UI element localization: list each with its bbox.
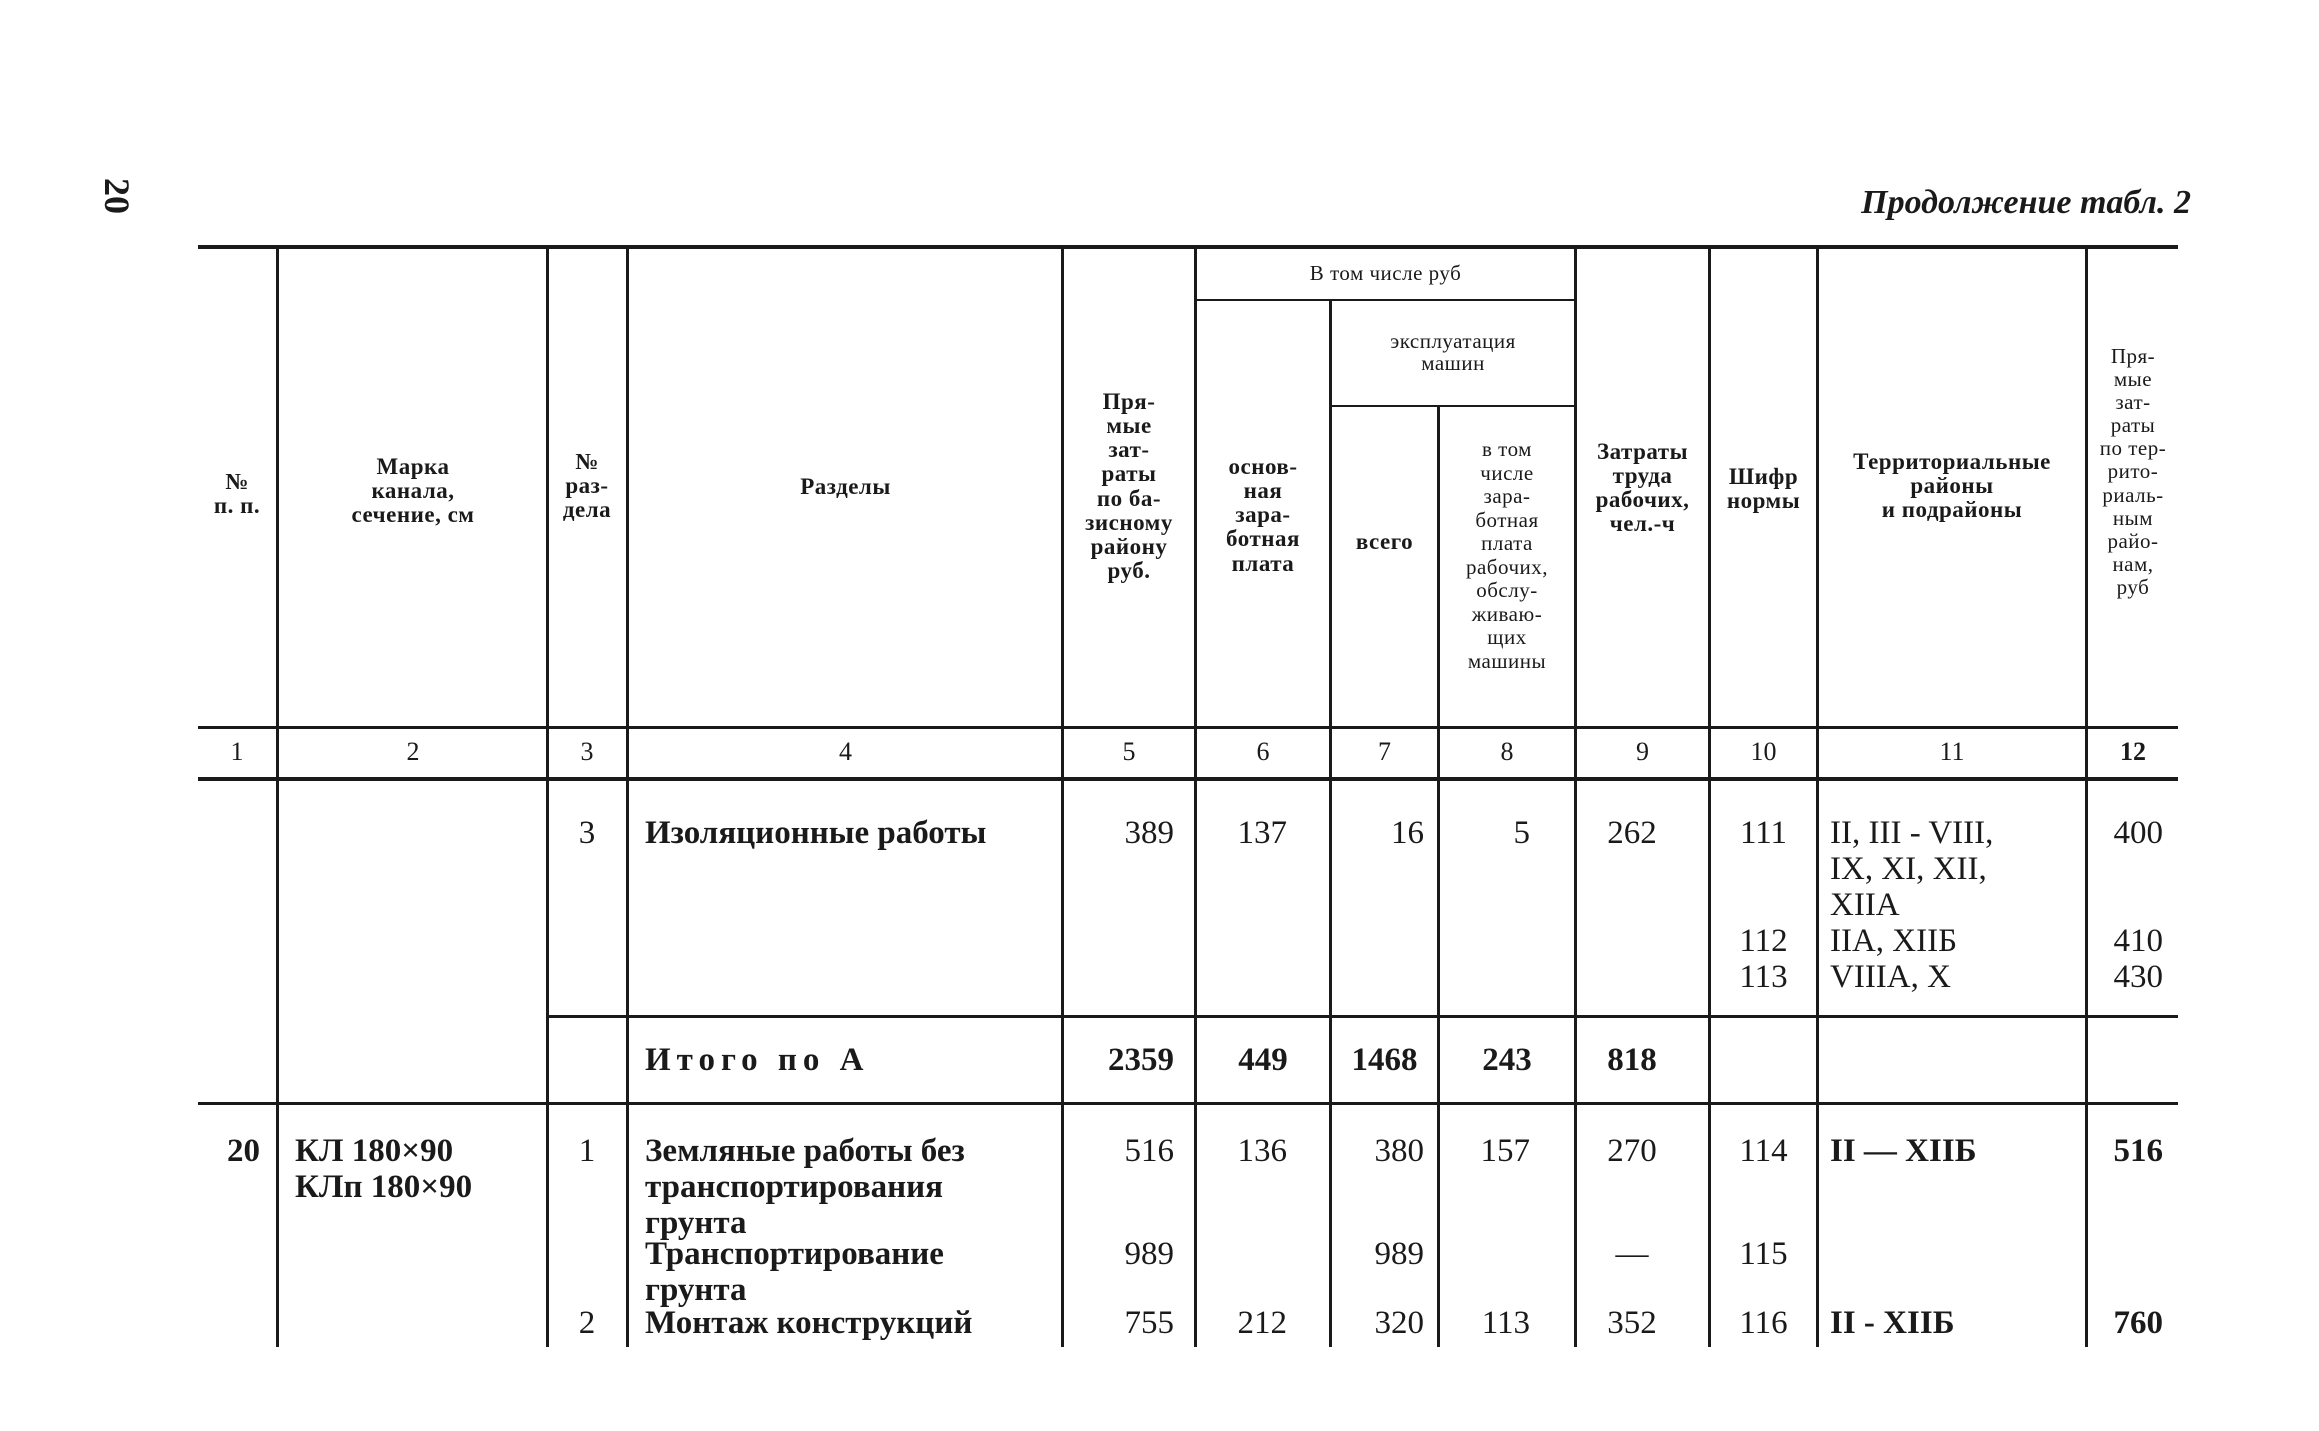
row4-machine-wage: 113 [1481,1305,1530,1341]
row3-direct-costs: 989 [1124,1236,1174,1272]
column-number-6: 6 [1256,737,1270,766]
row2-machine-total: 380 [1374,1133,1424,1169]
table-top-rule [198,245,2178,249]
column-number-7: 7 [1378,737,1391,766]
row4-name: Монтаж конструкций [645,1305,973,1341]
row4-machine-total: 320 [1374,1305,1424,1341]
row1-name: Изоляционные работы [645,815,987,851]
subgroup-header-rule [1330,405,1576,407]
row4-territorial-costs: 760 [2113,1305,2163,1341]
row1-regions: II, III - VIII, IX, XI, XII, XIIA IIA, XIIБ VIIIA, X [1830,815,1994,995]
group-header-rule [1195,299,1576,301]
col-divider-8 [1574,249,1577,1347]
row3-labor: — [1615,1236,1649,1272]
header-territorial-regions: Территориальные районы и подрайоны [1853,449,2051,523]
col-divider-10 [1816,249,1819,1347]
header-channel-mark: Марка канала, сечение, см [351,454,475,528]
row2-name: Земляные работы без транспортирования грунта [645,1133,965,1241]
header-norm-code: Шифр нормы [1726,464,1801,514]
subtotal-machine-wage: 243 [1482,1042,1532,1078]
header-territorial-costs: Пря- мые зат- раты по тер- рито- риаль- ным райо- нам, руб [2099,344,2167,599]
row1-machine-total: 16 [1391,815,1424,851]
column-number-5: 5 [1122,737,1136,766]
header-sections: Разделы [800,474,891,499]
column-number-4: 4 [839,737,852,766]
column-number-rule [198,777,2178,781]
header-machine-total: всего [1355,529,1414,554]
column-number-11: 11 [1939,737,1965,766]
subtotal-base-wage: 449 [1238,1042,1288,1078]
row3-code: 115 [1739,1236,1788,1272]
page-number: 20 [97,178,137,214]
row1-direct-costs: 389 [1124,815,1174,851]
row2-region: II — XIIБ [1830,1133,1977,1169]
col-divider-9 [1708,249,1711,1347]
row1-section: 3 [578,815,596,851]
row3-name: Транспортирование грунта [645,1236,944,1308]
row2-base-wage: 136 [1237,1133,1287,1169]
row4-region: II - XIIБ [1830,1305,1955,1341]
column-number-10: 10 [1750,737,1777,766]
group-separator-rule [198,1102,2178,1105]
header-labor-costs: Затраты труда рабочих, чел.-ч [1595,439,1690,537]
row2-labor: 270 [1607,1133,1657,1169]
col-divider-5 [1194,249,1197,1347]
col-divider-1 [276,249,279,1347]
header-machine-wage: в том числе зара- ботная плата рабочих, обслу- живаю- щих машины [1465,437,1548,673]
row2-section: 1 [578,1133,596,1169]
row4-base-wage: 212 [1237,1305,1287,1341]
header-base-wage: основ- ная зара- ботная плата [1226,454,1300,576]
row4-labor: 352 [1607,1305,1657,1341]
subtotal-rule [548,1015,2178,1018]
column-number-9: 9 [1636,737,1649,766]
row2-channel-mark: КЛ 180×90 КЛп 180×90 [295,1133,473,1205]
row1-territorial-costs: 400 410 430 [2113,815,2163,995]
row4-section: 2 [578,1305,596,1341]
row2-number: 20 [227,1133,260,1169]
row1-labor: 262 [1607,815,1657,851]
column-number-12: 12 [2120,737,2146,766]
header-section-number: № раз- дела [562,449,612,523]
row4-direct-costs: 755 [1124,1305,1174,1341]
row1-base-wage: 137 [1237,815,1287,851]
row2-territorial-costs: 516 [2113,1133,2163,1169]
row4-code: 116 [1739,1305,1788,1341]
header-bottom-rule [198,726,2178,729]
row2-code: 114 [1739,1133,1788,1169]
subtotal-machine-total: 1468 [1351,1042,1418,1078]
column-number-2: 2 [406,737,420,766]
header-row-number: № п. п. [213,469,261,519]
row1-machine-wage: 5 [1513,815,1530,851]
row2-direct-costs: 516 [1124,1133,1174,1169]
row1-codes: 111 112 113 [1739,815,1788,995]
column-number-3: 3 [580,737,594,766]
row3-machine-total: 989 [1374,1236,1424,1272]
table-caption: Продолжение табл. 2 [1861,184,2191,221]
subtotal-label: Итого по А [645,1042,870,1078]
column-number-1: 1 [230,737,244,766]
subtotal-direct-costs: 2359 [1108,1042,1174,1078]
header-group-rub: В том числе руб [1309,261,1462,285]
column-number-8: 8 [1500,737,1514,766]
header-machine-operation: эксплуатация машин [1390,329,1516,376]
row2-machine-wage: 157 [1480,1133,1530,1169]
col-divider-2 [546,249,549,1347]
header-direct-costs: Пря- мые зат- раты по ба- зисному району руб. [1085,389,1173,583]
subtotal-labor: 818 [1607,1042,1657,1078]
col-divider-3 [626,249,629,1347]
